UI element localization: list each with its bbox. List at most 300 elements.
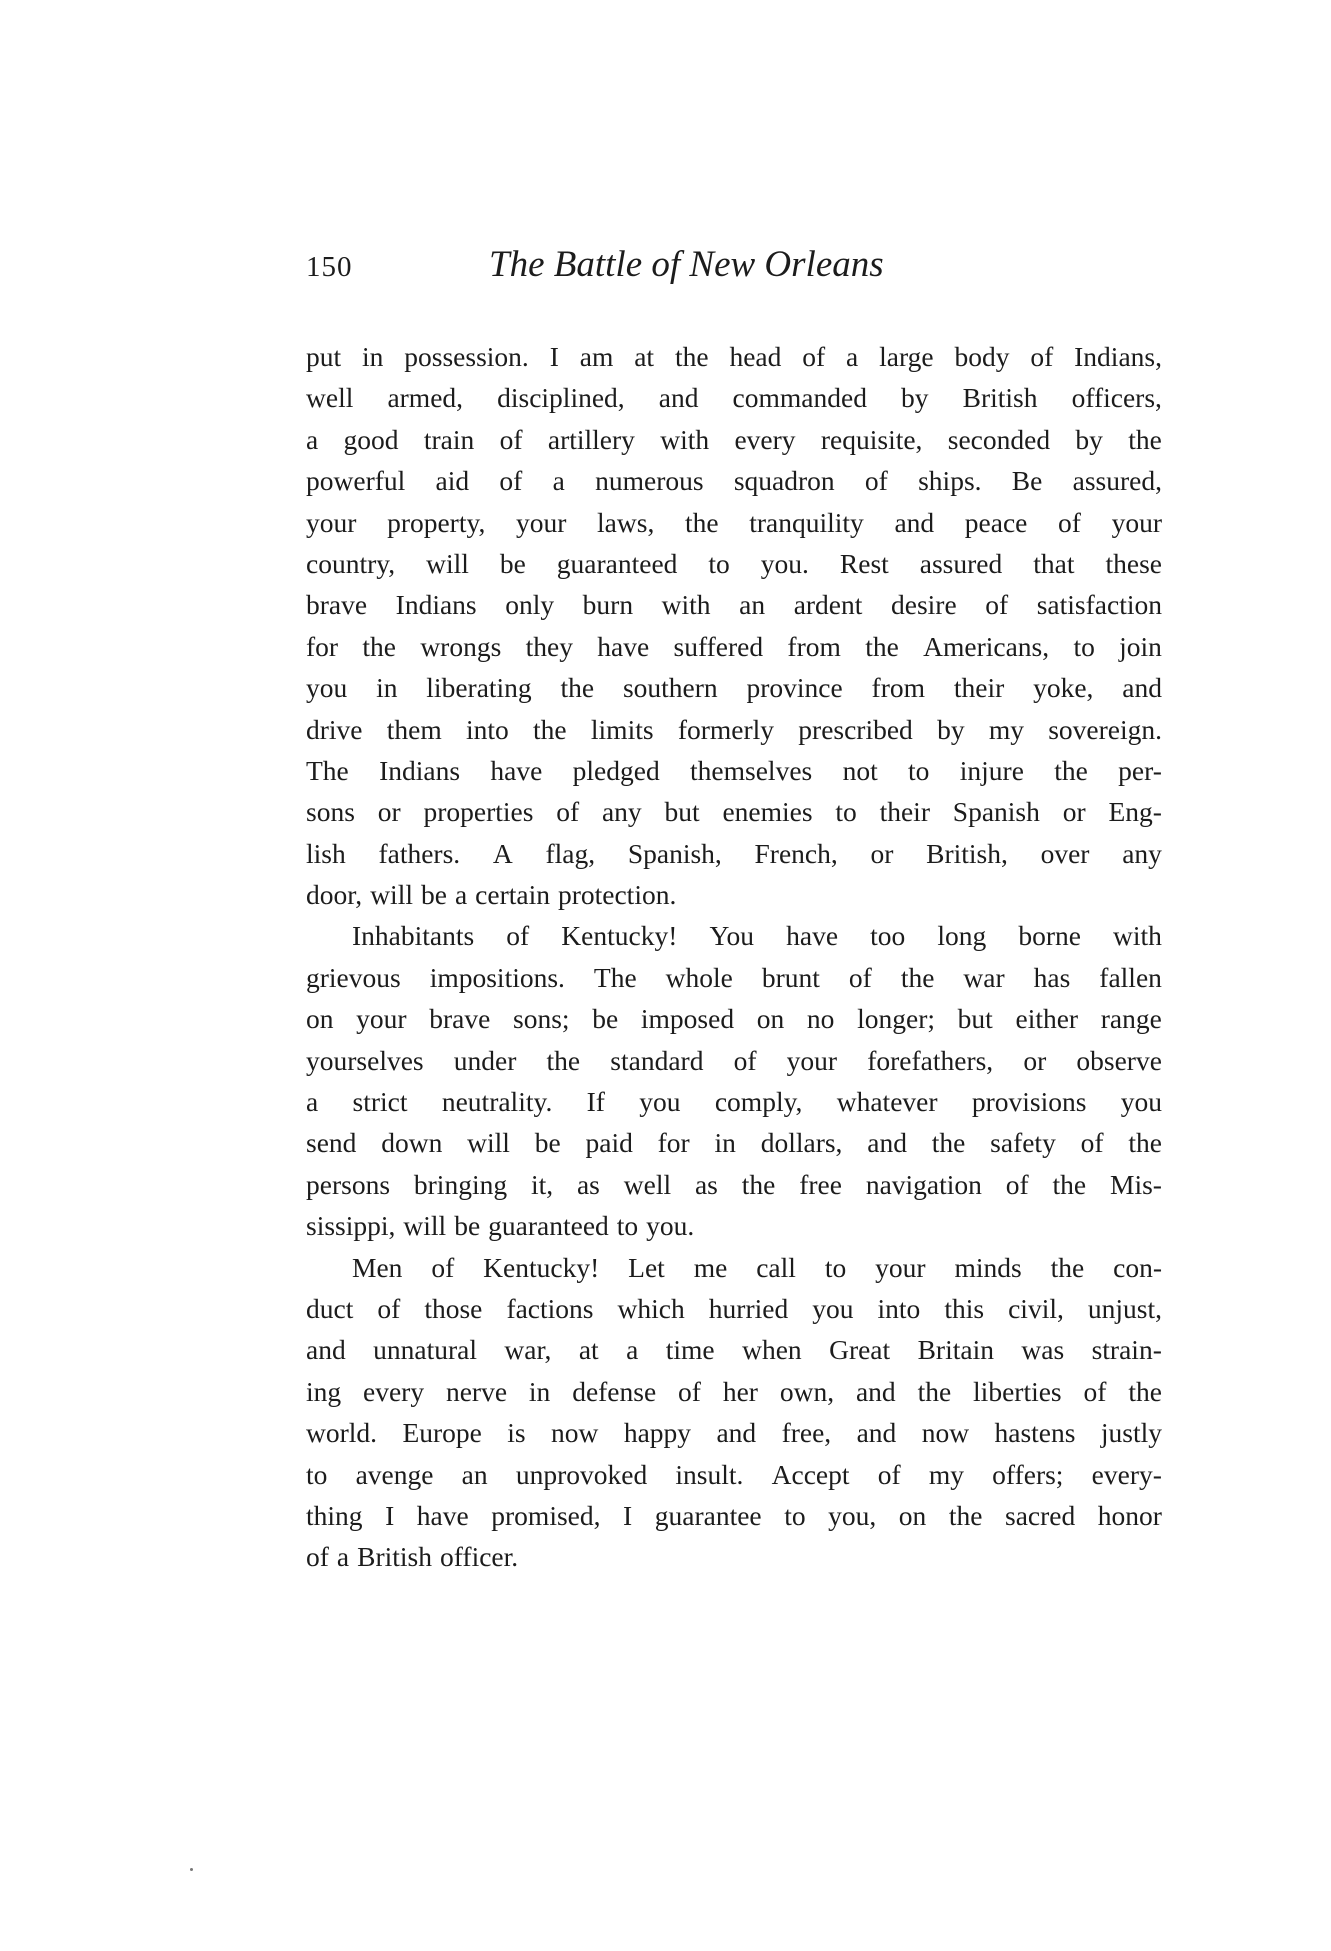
word: British — [962, 382, 1038, 414]
word: and — [867, 1127, 907, 1159]
text-line — [306, 1412, 1162, 1453]
word: of — [431, 1251, 455, 1283]
word: the — [674, 341, 709, 372]
text-line — [306, 1454, 1162, 1495]
text-line — [306, 1205, 1162, 1246]
word: thing — [306, 1499, 363, 1531]
text-line — [306, 336, 1162, 377]
word: the — [948, 1499, 983, 1531]
word: but — [664, 796, 700, 828]
word: limits — [590, 713, 654, 745]
word: in — [376, 672, 398, 704]
word: I — [549, 341, 559, 372]
word: world. — [306, 1417, 378, 1449]
word: sissippi, — [306, 1210, 396, 1242]
text-line — [306, 1122, 1162, 1163]
word: have — [786, 920, 839, 952]
word: an — [739, 589, 766, 621]
word: themselves — [690, 754, 813, 786]
word: Kentucky! — [483, 1251, 600, 1283]
word: a — [846, 341, 859, 372]
word: and — [856, 1417, 897, 1449]
word: their — [953, 672, 1005, 704]
word: the — [1052, 1168, 1087, 1200]
word: that — [1033, 547, 1075, 579]
word: an — [461, 1458, 488, 1490]
word: Eng- — [1108, 796, 1162, 828]
word: Let — [628, 1251, 665, 1283]
word: which — [617, 1292, 685, 1324]
word: the — [1128, 423, 1162, 455]
word: ardent — [793, 589, 863, 621]
word: liberating — [426, 672, 532, 704]
word: send — [306, 1127, 357, 1159]
word: peace — [964, 506, 1028, 538]
word: a — [336, 1541, 350, 1573]
word: my — [928, 1458, 964, 1490]
word: the — [1128, 1127, 1162, 1159]
word: unprovoked — [515, 1458, 648, 1490]
word: a — [306, 1086, 319, 1118]
word: standard — [610, 1044, 704, 1076]
word: call — [756, 1251, 796, 1283]
word: comply, — [714, 1086, 803, 1118]
text-line — [306, 1040, 1162, 1081]
word: insult. — [675, 1458, 744, 1490]
word: protection. — [557, 879, 677, 911]
word: you — [1120, 1086, 1162, 1118]
word: have — [490, 754, 543, 786]
word: British, — [926, 837, 1008, 869]
word: paid — [585, 1127, 633, 1159]
word: you. — [760, 547, 809, 579]
word: a — [626, 1334, 639, 1366]
word: provisions — [971, 1086, 1087, 1118]
word: the — [533, 713, 567, 745]
word: hurried — [708, 1292, 789, 1324]
word: of — [1083, 1375, 1107, 1407]
word: from — [871, 672, 926, 704]
text-line — [306, 1164, 1162, 1205]
word: or — [1023, 1044, 1047, 1076]
word: to — [616, 1210, 639, 1242]
word: or — [870, 837, 894, 869]
word: good — [343, 423, 399, 455]
text-line — [306, 998, 1162, 1039]
word: am — [579, 341, 614, 372]
word: pledged — [572, 754, 660, 786]
word: officers, — [1071, 382, 1162, 414]
word: the — [1054, 754, 1088, 786]
word: avenge — [355, 1458, 434, 1490]
word: Europe — [402, 1417, 482, 1449]
word: well — [306, 382, 354, 414]
word: The — [306, 754, 349, 786]
word: of — [864, 465, 888, 497]
word: war, — [504, 1334, 552, 1366]
word: wrongs — [420, 630, 502, 662]
word: you — [306, 672, 348, 704]
word: sons; — [513, 1003, 570, 1035]
text-line — [306, 1288, 1162, 1329]
word: Be — [1011, 465, 1043, 497]
word: impositions. — [429, 961, 565, 993]
word: when — [742, 1334, 802, 1366]
word: a — [454, 879, 468, 911]
word: of — [377, 1292, 401, 1324]
word: to — [784, 1499, 806, 1531]
word: either — [1015, 1003, 1079, 1035]
word: whole — [665, 961, 733, 993]
word: tranquility — [749, 506, 864, 538]
text-line — [306, 874, 1162, 915]
word: aid — [435, 465, 470, 497]
word: to — [835, 796, 857, 828]
word: armed, — [387, 382, 464, 414]
word: will — [426, 547, 469, 579]
body-text — [306, 336, 1162, 1578]
word: as — [694, 1168, 718, 1200]
text-line — [306, 502, 1162, 543]
word: of — [1030, 341, 1054, 372]
word: your — [306, 506, 357, 538]
text-line — [306, 1371, 1162, 1412]
word: commanded — [732, 382, 867, 414]
word: brave — [306, 589, 368, 621]
text-line — [306, 377, 1162, 418]
word: navigation — [865, 1168, 982, 1200]
word: to — [824, 1251, 847, 1283]
running-head — [306, 244, 1166, 297]
word: and — [658, 382, 699, 414]
word: of — [306, 1541, 329, 1573]
word: prescribed — [798, 713, 913, 745]
text-line — [306, 1081, 1162, 1122]
word: province — [746, 672, 843, 704]
word: guaranteed — [556, 547, 678, 579]
word: at — [578, 1334, 599, 1366]
word: my — [988, 713, 1024, 745]
word: and — [855, 1375, 896, 1407]
word: any — [1122, 837, 1162, 869]
word: war — [963, 961, 1005, 993]
word: but — [957, 1003, 993, 1035]
word: at — [634, 341, 655, 372]
word: formerly — [677, 713, 775, 745]
word: fathers. — [378, 837, 461, 869]
word: the — [900, 961, 935, 993]
word: your — [356, 1003, 407, 1035]
text-line — [306, 791, 1162, 832]
word: Indians, — [1074, 341, 1162, 372]
word: brave — [429, 1003, 491, 1035]
word: your — [786, 1044, 838, 1076]
word: of — [733, 1044, 757, 1076]
word: be — [499, 547, 526, 579]
word: officer. — [440, 1541, 519, 1573]
word: I — [385, 1499, 395, 1531]
word: the — [362, 630, 396, 662]
word: sons — [306, 796, 355, 828]
word: time — [665, 1334, 715, 1366]
word: unjust, — [1087, 1292, 1162, 1324]
word: you — [812, 1292, 854, 1324]
word: certain — [475, 879, 550, 911]
text-line — [306, 750, 1162, 791]
word: civil, — [1008, 1292, 1064, 1324]
word: now — [551, 1417, 599, 1449]
word: whatever — [836, 1086, 938, 1118]
word: sacred — [1005, 1499, 1076, 1531]
word: your — [1111, 506, 1162, 538]
paragraph — [306, 915, 1162, 1246]
word: will — [467, 1127, 510, 1159]
word: strict — [352, 1086, 408, 1118]
word: minds — [954, 1251, 1022, 1283]
word: of — [499, 465, 523, 497]
word: powerful — [306, 465, 406, 497]
word: or — [1062, 796, 1086, 828]
word: for — [657, 1127, 690, 1159]
word: factions — [506, 1292, 594, 1324]
word: hastens — [994, 1417, 1076, 1449]
word: Inhabitants — [352, 920, 475, 952]
word: honor — [1097, 1499, 1162, 1531]
word: French, — [754, 837, 838, 869]
word: of — [1058, 506, 1081, 538]
word: in — [362, 341, 384, 372]
word: every- — [1091, 1458, 1162, 1490]
word: and — [1122, 672, 1162, 704]
word: long — [937, 920, 987, 952]
word: the — [1050, 1251, 1085, 1283]
word: Great — [829, 1334, 891, 1366]
word: the — [741, 1168, 776, 1200]
word: have — [416, 1499, 469, 1531]
word: every — [734, 423, 796, 455]
word: into — [877, 1292, 921, 1324]
word: happy — [623, 1417, 692, 1449]
word: with — [1113, 920, 1162, 952]
word: Indians — [379, 754, 461, 786]
word: those — [424, 1292, 483, 1324]
word: be — [592, 1003, 619, 1035]
text-line — [306, 419, 1162, 460]
word: borne — [1018, 920, 1081, 952]
word: down — [381, 1127, 443, 1159]
text-line — [306, 1329, 1162, 1370]
word: I — [623, 1499, 633, 1531]
text-line — [306, 626, 1162, 667]
word: of — [499, 423, 523, 455]
word: now — [921, 1417, 970, 1449]
word: Kentucky! — [561, 920, 678, 952]
word: dollars, — [760, 1127, 843, 1159]
word: body — [954, 341, 1010, 372]
paragraph — [306, 336, 1162, 915]
word: their — [879, 796, 930, 828]
word: guaranteed — [488, 1210, 609, 1242]
word: defense — [572, 1375, 657, 1407]
word: of — [1005, 1168, 1029, 1200]
word: brunt — [761, 961, 820, 993]
word: her — [722, 1375, 758, 1407]
word: and — [306, 1334, 346, 1366]
word: Britain — [917, 1334, 994, 1366]
word: nerve — [445, 1375, 508, 1407]
word: longer; — [857, 1003, 935, 1035]
book-title: The Battle of New Orleans — [489, 244, 884, 285]
word: a — [306, 423, 319, 455]
word: will — [370, 879, 413, 911]
word: ships. — [918, 465, 982, 497]
word: the — [1128, 1375, 1162, 1407]
word: your — [875, 1251, 926, 1283]
word: head — [729, 341, 782, 372]
word: no — [806, 1003, 835, 1035]
word: of — [848, 961, 872, 993]
word: justly — [1100, 1417, 1162, 1449]
word: every — [363, 1375, 425, 1407]
word: is — [507, 1417, 526, 1449]
word: The — [593, 961, 637, 993]
word: over — [1040, 837, 1090, 869]
paragraph — [306, 1247, 1162, 1578]
word: and — [894, 506, 935, 538]
word: this — [944, 1292, 985, 1324]
word: fallen — [1099, 961, 1162, 993]
word: the — [917, 1375, 952, 1407]
word: door, — [306, 879, 363, 911]
text-line — [306, 460, 1162, 501]
word: will — [403, 1210, 447, 1242]
word: promised, — [491, 1499, 601, 1531]
word: these — [1105, 547, 1162, 579]
word: requisite, — [820, 423, 923, 455]
text-line — [306, 1536, 1162, 1577]
word: the — [865, 630, 899, 662]
word: per- — [1118, 754, 1162, 786]
word: injure — [959, 754, 1024, 786]
word: flag, — [545, 837, 596, 869]
word: seconded — [947, 423, 1051, 455]
word: free, — [781, 1417, 832, 1449]
word: of — [506, 920, 530, 952]
text-line — [306, 667, 1162, 708]
word: safety — [990, 1127, 1056, 1159]
word: satisfaction — [1036, 589, 1162, 621]
word: con- — [1113, 1251, 1162, 1283]
word: of — [678, 1375, 701, 1407]
word: strain- — [1091, 1334, 1162, 1366]
word: forefathers, — [867, 1044, 994, 1076]
word: in — [528, 1375, 551, 1407]
word: large — [879, 341, 934, 372]
word: Spanish, — [627, 837, 722, 869]
word: into — [466, 713, 509, 745]
word: too — [870, 920, 906, 952]
word: the — [684, 506, 719, 538]
word: property, — [387, 506, 486, 538]
word: own, — [779, 1375, 835, 1407]
word: Accept — [771, 1458, 850, 1490]
word: you. — [646, 1210, 695, 1242]
word: be — [534, 1127, 561, 1159]
word: on — [898, 1499, 927, 1531]
word: the — [560, 672, 595, 704]
word: with — [660, 423, 710, 455]
word: have — [597, 630, 650, 662]
word: offers; — [992, 1458, 1064, 1490]
word: observe — [1076, 1044, 1162, 1076]
word: properties — [423, 796, 534, 828]
text-line — [306, 1247, 1162, 1288]
word: British — [357, 1541, 433, 1573]
word: has — [1033, 961, 1071, 993]
word: well — [623, 1168, 672, 1200]
word: or — [377, 796, 401, 828]
word: they — [525, 630, 573, 662]
word: If — [586, 1086, 605, 1118]
word: not — [842, 754, 878, 786]
word: of — [985, 589, 1009, 621]
word: by — [901, 382, 929, 414]
word: on — [306, 1003, 334, 1035]
word: grievous — [306, 961, 401, 993]
text-line — [306, 543, 1162, 584]
word: from — [787, 630, 841, 662]
word: the — [546, 1044, 581, 1076]
word: range — [1100, 1003, 1162, 1035]
word: ing — [306, 1375, 342, 1407]
word: drive — [306, 713, 363, 745]
word: disciplined, — [497, 382, 625, 414]
word: be — [454, 1210, 481, 1242]
word: country, — [306, 547, 396, 579]
word: Indians — [395, 589, 477, 621]
text-line — [306, 1495, 1162, 1536]
text-line — [306, 915, 1162, 956]
word: on — [756, 1003, 785, 1035]
word: southern — [622, 672, 718, 704]
word: persons — [306, 1168, 391, 1200]
word: lish — [306, 837, 346, 869]
word: burn — [582, 589, 634, 621]
word: A — [492, 837, 513, 869]
word: of — [1080, 1127, 1104, 1159]
word: unnatural — [373, 1334, 477, 1366]
word: only — [505, 589, 555, 621]
word: free — [799, 1168, 842, 1200]
word: Americans, — [923, 630, 1050, 662]
word: guarantee — [654, 1499, 762, 1531]
word: to — [1073, 630, 1095, 662]
word: a — [552, 465, 565, 497]
word: yoke, — [1033, 672, 1094, 704]
text-line — [306, 709, 1162, 750]
word: to — [708, 547, 730, 579]
page-number: 150 — [306, 251, 353, 283]
word: desire — [890, 589, 957, 621]
word: train — [423, 423, 475, 455]
word: the — [931, 1127, 966, 1159]
word: in — [714, 1127, 736, 1159]
word: put — [306, 341, 342, 372]
text-line — [306, 584, 1162, 625]
word: for — [306, 630, 339, 662]
word: your — [515, 506, 567, 538]
word: me — [693, 1251, 728, 1283]
